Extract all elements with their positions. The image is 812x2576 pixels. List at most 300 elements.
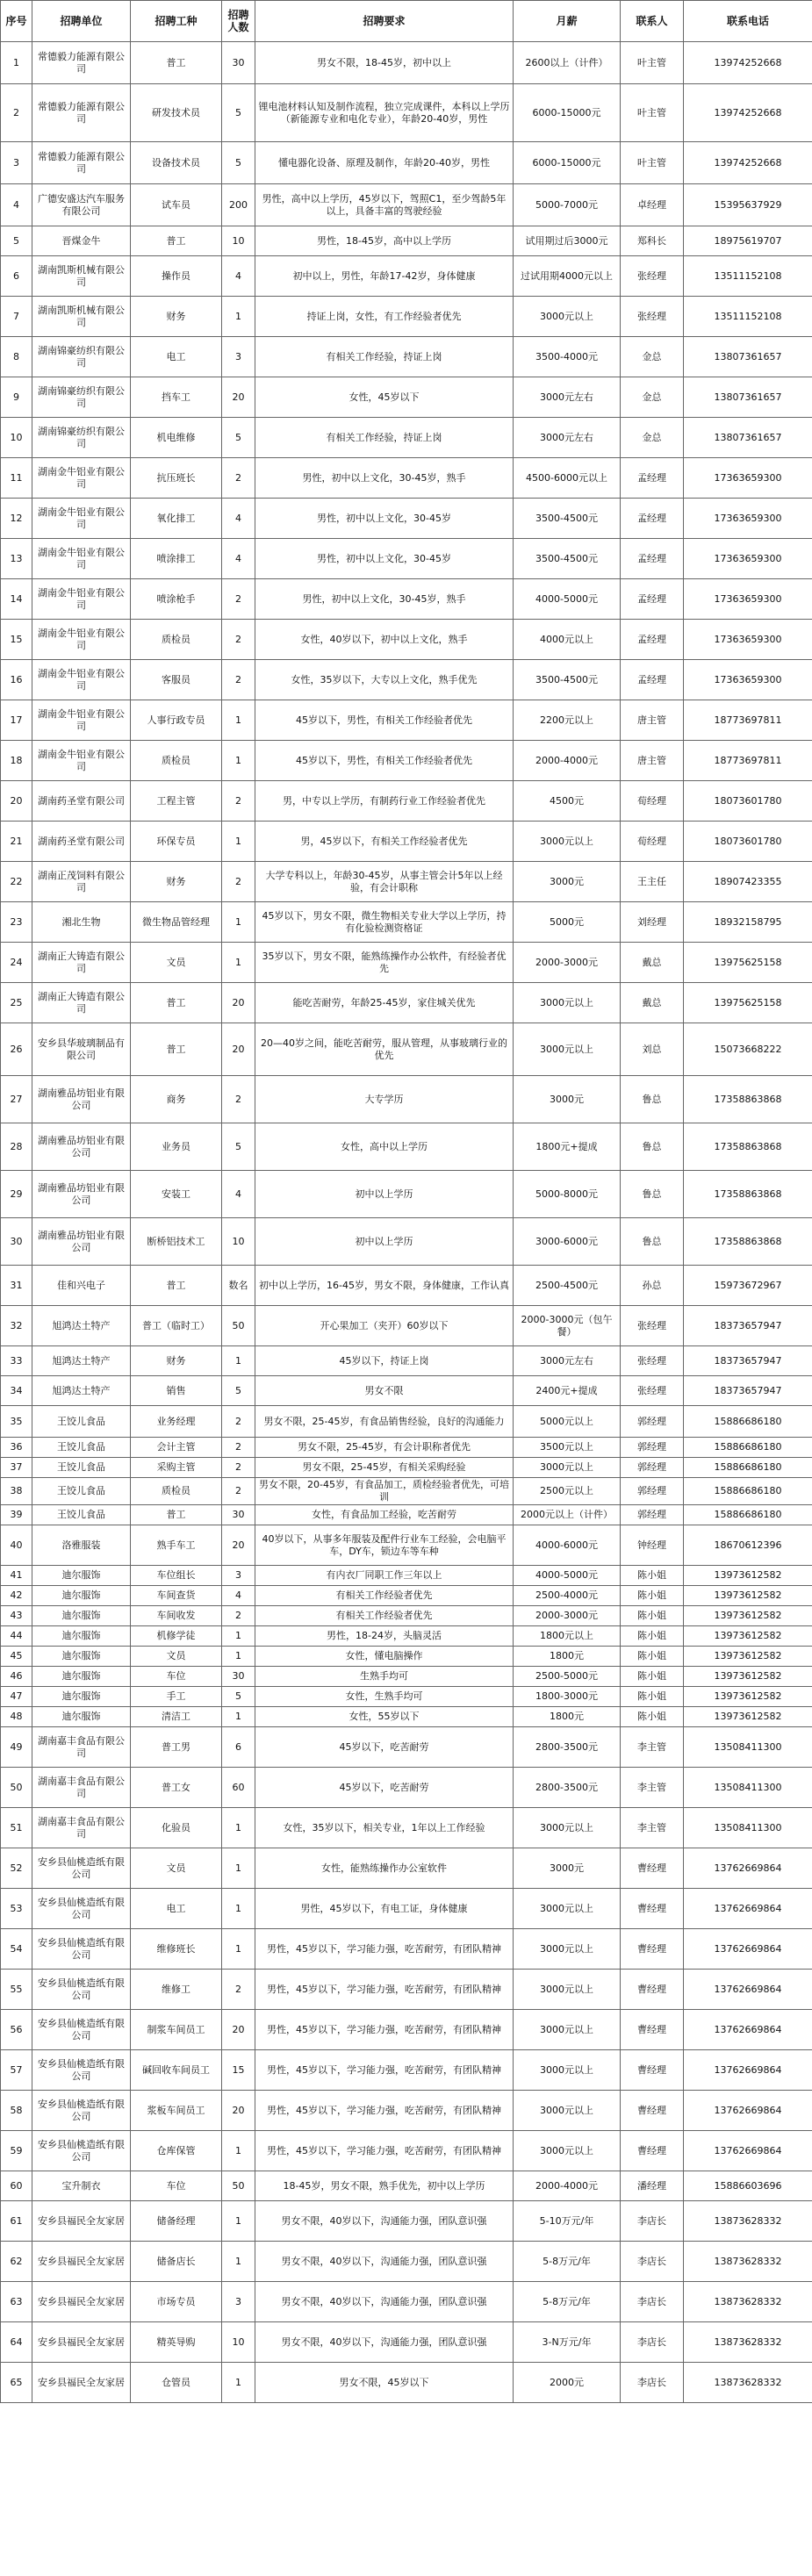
cell-contact: 曹经理 — [621, 2091, 684, 2131]
cell-count: 2 — [222, 1478, 255, 1505]
table-row — [1, 377, 812, 418]
table-row — [1, 1586, 812, 1606]
cell-salary: 3000元 — [514, 1848, 621, 1889]
cell-job: 业务经理 — [131, 1406, 222, 1438]
cell-requirements: 有相关工作经验，持证上岗 — [255, 418, 514, 458]
cell-phone: 18373657947 — [684, 1306, 812, 1346]
cell-count: 3 — [222, 1566, 255, 1586]
cell-no: 62 — [1, 2242, 32, 2282]
cell-salary: 5-10万元/年 — [514, 2201, 621, 2242]
cell-requirements: 男女不限，45岁以下 — [255, 2363, 514, 2403]
cell-count: 1 — [222, 2131, 255, 2171]
cell-requirements: 懂电器化设备、原理及制作，年龄20-40岁，男性 — [255, 142, 514, 184]
cell-phone: 13873628332 — [684, 2322, 812, 2363]
table-row — [1, 1123, 812, 1171]
cell-no: 64 — [1, 2322, 32, 2363]
table-row — [1, 1458, 812, 1478]
cell-phone: 18373657947 — [684, 1376, 812, 1406]
table-row — [1, 1606, 812, 1626]
cell-requirements: 男性，初中以上文化，30-45岁 — [255, 499, 514, 539]
cell-contact: 鲁总 — [621, 1076, 684, 1123]
table-row — [1, 42, 812, 84]
cell-company: 安乡县仙桃造纸有限公司 — [32, 1848, 131, 1889]
cell-company: 迪尔服饰 — [32, 1707, 131, 1727]
cell-count: 30 — [222, 42, 255, 84]
cell-contact: 曹经理 — [621, 2131, 684, 2171]
cell-salary: 2500-5000元 — [514, 1667, 621, 1687]
cell-count: 2 — [222, 620, 255, 660]
cell-requirements: 有内衣厂同职工作三年以上 — [255, 1566, 514, 1586]
cell-count: 15 — [222, 2050, 255, 2091]
cell-no: 6 — [1, 256, 32, 297]
cell-requirements: 男女不限，18-45岁，初中以上 — [255, 42, 514, 84]
cell-job: 储备经理 — [131, 2201, 222, 2242]
cell-requirements: 女性，有食品加工经验，吃苦耐劳 — [255, 1505, 514, 1525]
cell-company: 湖南药圣堂有限公司 — [32, 822, 131, 862]
cell-company: 湖南雅品坊铝业有限公司 — [32, 1123, 131, 1171]
cell-no: 38 — [1, 1478, 32, 1505]
cell-job: 财务 — [131, 297, 222, 337]
cell-requirements: 男性，初中以上文化，30-45岁，熟手 — [255, 458, 514, 499]
cell-company: 迪尔服饰 — [32, 1667, 131, 1687]
table-row — [1, 741, 812, 781]
cell-count: 3 — [222, 2282, 255, 2322]
cell-company: 湖南金牛铝业有限公司 — [32, 539, 131, 579]
cell-contact: 曹经理 — [621, 1929, 684, 1970]
cell-requirements: 女性，35岁以下，大专以上文化，熟手优先 — [255, 660, 514, 700]
cell-job: 制浆车间员工 — [131, 2010, 222, 2050]
cell-no: 61 — [1, 2201, 32, 2242]
cell-count: 4 — [222, 1171, 255, 1218]
cell-phone: 13807361657 — [684, 377, 812, 418]
cell-job: 普工 — [131, 226, 222, 256]
table-row — [1, 1687, 812, 1707]
cell-contact: 陈小姐 — [621, 1707, 684, 1727]
cell-job: 电工 — [131, 1889, 222, 1929]
cell-salary: 3000元 — [514, 1076, 621, 1123]
cell-phone: 13807361657 — [684, 418, 812, 458]
table-row — [1, 226, 812, 256]
cell-salary: 3000元以上 — [514, 1023, 621, 1076]
cell-requirements: 男女不限，25-45岁，有相关采购经验 — [255, 1458, 514, 1478]
cell-no: 54 — [1, 1929, 32, 1970]
cell-requirements: 45岁以下，男女不限，微生物相关专业大学以上学历，持有化验检测资格证 — [255, 902, 514, 943]
cell-requirements: 女性，55岁以下 — [255, 1707, 514, 1727]
cell-requirements: 男性，45岁以下，学习能力强，吃苦耐劳，有团队精神 — [255, 2010, 514, 2050]
cell-salary: 5000元以上 — [514, 1406, 621, 1438]
table-row — [1, 1707, 812, 1727]
cell-contact: 叶主管 — [621, 84, 684, 142]
cell-contact: 孟经理 — [621, 620, 684, 660]
cell-no: 4 — [1, 184, 32, 226]
cell-contact: 李店长 — [621, 2201, 684, 2242]
cell-job: 化验员 — [131, 1808, 222, 1848]
cell-requirements: 男性，45岁以下，学习能力强，吃苦耐劳，有团队精神 — [255, 2091, 514, 2131]
cell-phone: 13762669864 — [684, 2050, 812, 2091]
cell-requirements: 男性，45岁以下，学习能力强，吃苦耐劳，有团队精神 — [255, 2131, 514, 2171]
cell-phone: 17363659300 — [684, 458, 812, 499]
cell-no: 35 — [1, 1406, 32, 1438]
cell-company: 迪尔服饰 — [32, 1626, 131, 1647]
table-row — [1, 983, 812, 1023]
cell-count: 2 — [222, 660, 255, 700]
cell-job: 操作员 — [131, 256, 222, 297]
cell-requirements: 女性，45岁以下 — [255, 377, 514, 418]
cell-no: 63 — [1, 2282, 32, 2322]
cell-phone: 13762669864 — [684, 1848, 812, 1889]
cell-no: 44 — [1, 1626, 32, 1647]
cell-salary: 5-8万元/年 — [514, 2282, 621, 2322]
cell-company: 湖南嘉丰食品有限公司 — [32, 1808, 131, 1848]
cell-phone: 18773697811 — [684, 741, 812, 781]
cell-salary: 3000元以上 — [514, 1808, 621, 1848]
cell-phone: 13975625158 — [684, 943, 812, 983]
cell-phone: 13973612582 — [684, 1687, 812, 1707]
cell-salary: 1800元以上 — [514, 1626, 621, 1647]
cell-salary: 5000-8000元 — [514, 1171, 621, 1218]
cell-salary: 2800-3500元 — [514, 1768, 621, 1808]
cell-company: 宝升制衣 — [32, 2171, 131, 2201]
cell-salary: 2000-3000元（包午餐） — [514, 1306, 621, 1346]
cell-contact: 孙总 — [621, 1266, 684, 1306]
cell-salary: 3000元左右 — [514, 1346, 621, 1376]
cell-salary: 3000元以上 — [514, 1458, 621, 1478]
table-row — [1, 1218, 812, 1266]
table-row — [1, 499, 812, 539]
cell-phone: 13873628332 — [684, 2242, 812, 2282]
cell-job: 微生物品管经理 — [131, 902, 222, 943]
cell-company: 安乡县福民全友家居 — [32, 2242, 131, 2282]
cell-company: 湖南正茂饲料有限公司 — [32, 862, 131, 902]
cell-contact: 郭经理 — [621, 1478, 684, 1505]
cell-company: 湖南正大铸造有限公司 — [32, 983, 131, 1023]
cell-phone: 15886686180 — [684, 1406, 812, 1438]
table-row — [1, 418, 812, 458]
cell-count: 1 — [222, 1346, 255, 1376]
cell-company: 迪尔服饰 — [32, 1606, 131, 1626]
cell-requirements: 男性，45岁以下，学习能力强，吃苦耐劳，有团队精神 — [255, 1929, 514, 1970]
cell-count: 5 — [222, 1687, 255, 1707]
cell-no: 3 — [1, 142, 32, 184]
table-row — [1, 1848, 812, 1889]
cell-contact: 叶主管 — [621, 42, 684, 84]
cell-salary: 3000元左右 — [514, 418, 621, 458]
cell-no: 55 — [1, 1970, 32, 2010]
cell-job: 普工 — [131, 983, 222, 1023]
cell-phone: 15886686180 — [684, 1458, 812, 1478]
cell-salary: 3000元左右 — [514, 377, 621, 418]
cell-contact: 陈小姐 — [621, 1647, 684, 1667]
cell-phone: 13762669864 — [684, 2010, 812, 2050]
cell-company: 湖南金牛铝业有限公司 — [32, 660, 131, 700]
cell-requirements: 45岁以下，吃苦耐劳 — [255, 1727, 514, 1768]
cell-salary: 1800元+提成 — [514, 1123, 621, 1171]
table-row — [1, 781, 812, 822]
cell-company: 王饺儿食品 — [32, 1438, 131, 1458]
cell-phone: 17358863868 — [684, 1076, 812, 1123]
cell-no: 18 — [1, 741, 32, 781]
cell-count: 5 — [222, 418, 255, 458]
cell-phone: 15886603696 — [684, 2171, 812, 2201]
cell-no: 10 — [1, 418, 32, 458]
cell-company: 安乡县仙桃造纸有限公司 — [32, 1889, 131, 1929]
cell-phone: 18073601780 — [684, 781, 812, 822]
cell-job: 浆板车间员工 — [131, 2091, 222, 2131]
cell-count: 1 — [222, 902, 255, 943]
cell-job: 人事行政专员 — [131, 700, 222, 741]
cell-salary: 3500元以上 — [514, 1438, 621, 1458]
cell-phone: 13873628332 — [684, 2363, 812, 2403]
cell-requirements: 男女不限，40岁以下，沟通能力强，团队意识强 — [255, 2242, 514, 2282]
table-row — [1, 1768, 812, 1808]
cell-job: 文员 — [131, 1647, 222, 1667]
cell-salary: 1800-3000元 — [514, 1687, 621, 1707]
cell-contact: 郭经理 — [621, 1505, 684, 1525]
cell-job: 仓库保管 — [131, 2131, 222, 2171]
table-row — [1, 1076, 812, 1123]
table-row — [1, 700, 812, 741]
table-row — [1, 2282, 812, 2322]
table-row — [1, 2050, 812, 2091]
cell-phone: 15886686180 — [684, 1438, 812, 1458]
cell-no: 58 — [1, 2091, 32, 2131]
cell-salary: 3-N万元/年 — [514, 2322, 621, 2363]
table-row — [1, 297, 812, 337]
cell-company: 湖南雅品坊铝业有限公司 — [32, 1076, 131, 1123]
cell-phone: 17363659300 — [684, 539, 812, 579]
cell-requirements: 男女不限，20-45岁，有食品加工，质检经验者优先，可培训 — [255, 1478, 514, 1505]
cell-contact: 郭经理 — [621, 1406, 684, 1438]
cell-no: 51 — [1, 1808, 32, 1848]
cell-salary: 2000-4000元 — [514, 2171, 621, 2201]
cell-job: 客服员 — [131, 660, 222, 700]
cell-no: 5 — [1, 226, 32, 256]
cell-no: 2 — [1, 84, 32, 142]
cell-no: 47 — [1, 1687, 32, 1707]
cell-salary: 3000元以上 — [514, 983, 621, 1023]
table-row — [1, 2242, 812, 2282]
cell-job: 财务 — [131, 1346, 222, 1376]
cell-salary: 3000元 — [514, 862, 621, 902]
cell-company: 广德安盛达汽车服务有限公司 — [32, 184, 131, 226]
cell-contact: 唐主管 — [621, 741, 684, 781]
cell-count: 2 — [222, 579, 255, 620]
cell-company: 湖南金牛铝业有限公司 — [32, 458, 131, 499]
cell-company: 湖南金牛铝业有限公司 — [32, 579, 131, 620]
cell-salary: 1800元 — [514, 1707, 621, 1727]
header-count: 招聘人数 — [222, 1, 255, 42]
cell-count: 2 — [222, 458, 255, 499]
cell-count: 2 — [222, 1606, 255, 1626]
cell-company: 湖南嘉丰食品有限公司 — [32, 1768, 131, 1808]
cell-salary: 2200元以上 — [514, 700, 621, 741]
table-row — [1, 1626, 812, 1647]
cell-no: 26 — [1, 1023, 32, 1076]
cell-salary: 4000-5000元 — [514, 579, 621, 620]
cell-count: 2 — [222, 862, 255, 902]
table-row — [1, 2010, 812, 2050]
cell-count: 1 — [222, 1626, 255, 1647]
cell-salary: 6000-15000元 — [514, 142, 621, 184]
cell-contact: 金总 — [621, 377, 684, 418]
cell-phone: 13975625158 — [684, 983, 812, 1023]
cell-phone: 13511152108 — [684, 297, 812, 337]
cell-no: 15 — [1, 620, 32, 660]
cell-contact: 陈小姐 — [621, 1687, 684, 1707]
table-row — [1, 1505, 812, 1525]
cell-phone: 13973612582 — [684, 1586, 812, 1606]
cell-phone: 17358863868 — [684, 1218, 812, 1266]
cell-job: 挡车工 — [131, 377, 222, 418]
cell-no: 25 — [1, 983, 32, 1023]
cell-phone: 13973612582 — [684, 1647, 812, 1667]
cell-contact: 张经理 — [621, 1376, 684, 1406]
cell-count: 1 — [222, 822, 255, 862]
cell-contact: 李店长 — [621, 2363, 684, 2403]
cell-salary: 3000元以上 — [514, 297, 621, 337]
cell-salary: 3000元以上 — [514, 822, 621, 862]
cell-company: 湖南锦豪纺织有限公司 — [32, 337, 131, 377]
cell-salary: 过试用期4000元以上 — [514, 256, 621, 297]
cell-phone: 18670612396 — [684, 1525, 812, 1566]
cell-contact: 唐主管 — [621, 700, 684, 741]
cell-company: 湖南凯斯机械有限公司 — [32, 297, 131, 337]
cell-salary: 5-8万元/年 — [514, 2242, 621, 2282]
cell-requirements: 45岁以下，男性，有相关工作经验者优先 — [255, 741, 514, 781]
cell-company: 湖南锦豪纺织有限公司 — [32, 377, 131, 418]
table-row — [1, 1438, 812, 1458]
cell-requirements: 锂电池材料认知及制作流程，独立完成课件，本科以上学历（新能源专业和电化专业），年龄20-40岁，男性 — [255, 84, 514, 142]
cell-salary: 3500-4500元 — [514, 660, 621, 700]
cell-job: 财务 — [131, 862, 222, 902]
cell-no: 1 — [1, 42, 32, 84]
cell-salary: 2500-4000元 — [514, 1586, 621, 1606]
cell-phone: 17358863868 — [684, 1171, 812, 1218]
cell-requirements: 男女不限 — [255, 1376, 514, 1406]
cell-count: 1 — [222, 297, 255, 337]
cell-contact: 鲁总 — [621, 1171, 684, 1218]
cell-contact: 李店长 — [621, 2322, 684, 2363]
cell-phone: 13974252668 — [684, 42, 812, 84]
cell-count: 200 — [222, 184, 255, 226]
table-body — [1, 42, 812, 2403]
cell-phone: 13508411300 — [684, 1727, 812, 1768]
cell-job: 机电维修 — [131, 418, 222, 458]
cell-requirements: 男，中专以上学历，有制药行业工作经验者优先 — [255, 781, 514, 822]
cell-phone: 13873628332 — [684, 2282, 812, 2322]
header-no: 序号 — [1, 1, 32, 42]
cell-job: 商务 — [131, 1076, 222, 1123]
cell-no: 22 — [1, 862, 32, 902]
cell-count: 1 — [222, 1707, 255, 1727]
cell-requirements: 男女不限，40岁以下，沟通能力强，团队意识强 — [255, 2322, 514, 2363]
cell-company: 安乡县仙桃造纸有限公司 — [32, 2131, 131, 2171]
cell-phone: 13973612582 — [684, 1707, 812, 1727]
cell-company: 安乡县仙桃造纸有限公司 — [32, 2050, 131, 2091]
cell-no: 24 — [1, 943, 32, 983]
cell-no: 34 — [1, 1376, 32, 1406]
cell-salary: 2000元 — [514, 2363, 621, 2403]
cell-contact: 叶主管 — [621, 142, 684, 184]
cell-contact: 张经理 — [621, 256, 684, 297]
cell-requirements: 男性，18-45岁，高中以上学历 — [255, 226, 514, 256]
cell-contact: 郑科长 — [621, 226, 684, 256]
cell-company: 安乡县福民全友家居 — [32, 2201, 131, 2242]
cell-no: 45 — [1, 1647, 32, 1667]
cell-job: 清洁工 — [131, 1707, 222, 1727]
cell-count: 1 — [222, 1647, 255, 1667]
cell-phone: 13973612582 — [684, 1566, 812, 1586]
cell-job: 普工 — [131, 1266, 222, 1306]
table-row — [1, 822, 812, 862]
cell-company: 湖南金牛铝业有限公司 — [32, 499, 131, 539]
table-row — [1, 1970, 812, 2010]
cell-company: 湖南药圣堂有限公司 — [32, 781, 131, 822]
cell-requirements: 初中以上学历 — [255, 1218, 514, 1266]
cell-contact: 鲁总 — [621, 1123, 684, 1171]
cell-salary: 试用期过后3000元 — [514, 226, 621, 256]
table-row — [1, 2201, 812, 2242]
cell-requirements: 男性，45岁以下，有电工证，身体健康 — [255, 1889, 514, 1929]
cell-requirements: 女性，40岁以下，初中以上文化，熟手 — [255, 620, 514, 660]
cell-no: 9 — [1, 377, 32, 418]
cell-salary: 2500-4500元 — [514, 1266, 621, 1306]
cell-salary: 5000元 — [514, 902, 621, 943]
cell-job: 喷涂枪手 — [131, 579, 222, 620]
cell-phone: 17363659300 — [684, 660, 812, 700]
cell-phone: 18773697811 — [684, 700, 812, 741]
cell-phone: 13973612582 — [684, 1606, 812, 1626]
table-row — [1, 1346, 812, 1376]
cell-requirements: 18-45岁，男女不限，熟手优先，初中以上学历 — [255, 2171, 514, 2201]
cell-company: 王饺儿食品 — [32, 1505, 131, 1525]
cell-contact: 王主任 — [621, 862, 684, 902]
cell-company: 迪尔服饰 — [32, 1586, 131, 1606]
cell-job: 销售 — [131, 1376, 222, 1406]
cell-company: 安乡县华玻璃制品有限公司 — [32, 1023, 131, 1076]
cell-company: 湖南金牛铝业有限公司 — [32, 741, 131, 781]
cell-no: 29 — [1, 1171, 32, 1218]
cell-phone: 13974252668 — [684, 142, 812, 184]
cell-no: 21 — [1, 822, 32, 862]
cell-job: 普工男 — [131, 1727, 222, 1768]
table-row — [1, 1566, 812, 1586]
cell-count: 4 — [222, 499, 255, 539]
cell-phone: 17363659300 — [684, 499, 812, 539]
table-row — [1, 539, 812, 579]
cell-count: 2 — [222, 1970, 255, 2010]
cell-contact: 孟经理 — [621, 499, 684, 539]
table-row — [1, 579, 812, 620]
cell-job: 市场专员 — [131, 2282, 222, 2322]
cell-phone: 13973612582 — [684, 1667, 812, 1687]
cell-salary: 3000元以上 — [514, 1970, 621, 2010]
cell-job: 氧化排工 — [131, 499, 222, 539]
cell-requirements: 男性，初中以上文化，30-45岁，熟手 — [255, 579, 514, 620]
cell-no: 12 — [1, 499, 32, 539]
cell-no: 33 — [1, 1346, 32, 1376]
cell-requirements: 男女不限，25-45岁，有会计职称者优先 — [255, 1438, 514, 1458]
cell-count: 2 — [222, 1438, 255, 1458]
cell-requirements: 20—40岁之间，能吃苦耐劳，服从管理，从事玻璃行业的优先 — [255, 1023, 514, 1076]
cell-phone: 18932158795 — [684, 902, 812, 943]
cell-no: 37 — [1, 1458, 32, 1478]
cell-count: 1 — [222, 2201, 255, 2242]
cell-contact: 曹经理 — [621, 1848, 684, 1889]
cell-job: 车位 — [131, 1667, 222, 1687]
cell-phone: 13508411300 — [684, 1808, 812, 1848]
cell-count: 数名 — [222, 1266, 255, 1306]
